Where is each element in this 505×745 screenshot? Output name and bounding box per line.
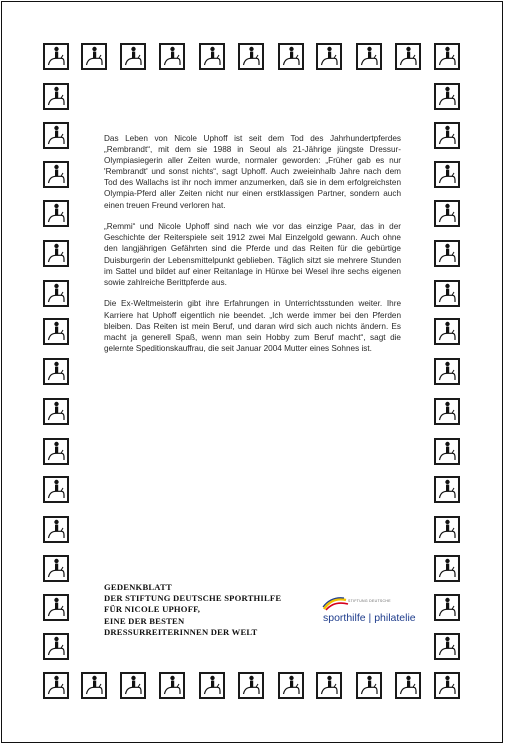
dressage-rider-icon <box>434 594 460 621</box>
dressage-rider-icon <box>43 280 69 307</box>
dressage-rider-icon <box>434 672 460 699</box>
dressage-rider-icon <box>199 43 225 70</box>
dressage-rider-icon <box>43 438 69 465</box>
title-line: EINE DER BESTEN <box>104 615 185 626</box>
logo-separator: | <box>368 612 372 624</box>
dressage-rider-icon <box>81 43 107 70</box>
dressage-rider-icon <box>43 672 69 699</box>
title-line: DER STIFTUNG DEUTSCHE SPORTHILFE <box>104 593 282 604</box>
dressage-rider-icon <box>43 122 69 149</box>
dressage-rider-icon <box>395 672 421 699</box>
logo-small-text: STIFTUNG DEUTSCHE <box>348 599 391 603</box>
dressage-rider-icon <box>434 83 460 110</box>
dressage-rider-icon <box>356 672 382 699</box>
dressage-rider-icon <box>81 672 107 699</box>
dressage-rider-icon <box>434 318 460 345</box>
dressage-rider-icon <box>43 594 69 621</box>
dressage-rider-icon <box>43 43 69 70</box>
dressage-rider-icon <box>434 516 460 543</box>
dressage-rider-icon <box>278 43 304 70</box>
dressage-rider-icon <box>316 43 342 70</box>
dressage-rider-icon <box>43 398 69 425</box>
dressage-rider-icon <box>434 633 460 660</box>
dressage-rider-icon <box>434 43 460 70</box>
dressage-rider-icon <box>43 476 69 503</box>
paragraph: „Remmi“ und Nicole Uphoff sind nach wie vor das einzige Paar, das in der Geschichte der Reiterspiele seit 1912 zwei Mal Einzelgold gewann. Auch ohne den langjährigen Gefährten sind die Pferde und das Reiten für die gebürtige Duisburgerin der Lebensmittelpunkt geblieben. Täglich sitzt sie mehrere Stunden im Sattel und bildet auf einer Reitanlage in Hünxe bei Wesel ihre sechs eigenen sowie zahlreiche Berittpferde aus. <box>104 222 401 287</box>
dressage-rider-icon <box>43 240 69 267</box>
title-line: GEDENKBLATT <box>104 582 172 592</box>
dressage-rider-icon <box>43 633 69 660</box>
dressage-rider-icon <box>120 672 146 699</box>
dressage-rider-icon <box>434 122 460 149</box>
paragraph: Die Ex-Weltmeisterin gibt ihre Erfahrungen in Unterrichtsstunden weiter. Ihre Karriere hat Uphoff eigentlich nie beendet. „Ich werde immer bei den Pferden bleiben. Das Reiten ist mein Beruf, und daran wird sich auch nichts ändern. Es macht ja generell Spaß, wenn man sein Hobby zum Beruf macht“, sagt die gelernte Speditionskauffrau, die seit Januar 2004 Mutter eines Sohnes ist. <box>104 299 401 353</box>
dressage-rider-icon <box>199 672 225 699</box>
dressage-rider-icon <box>159 672 185 699</box>
dressage-rider-icon <box>43 200 69 227</box>
dressage-rider-icon <box>434 476 460 503</box>
dressage-rider-icon <box>356 43 382 70</box>
dressage-rider-icon <box>159 43 185 70</box>
logo-wordmark <box>323 612 416 624</box>
dressage-rider-icon <box>434 398 460 425</box>
dressage-rider-icon <box>238 43 264 70</box>
dressage-rider-icon <box>120 43 146 70</box>
dressage-rider-icon <box>434 438 460 465</box>
dressage-rider-icon <box>43 358 69 385</box>
dressage-rider-icon <box>434 358 460 385</box>
sporthilfe-philatelie-logo <box>322 596 422 632</box>
commemorative-title <box>104 582 324 638</box>
dressage-rider-icon <box>434 280 460 307</box>
dressage-rider-icon <box>395 43 421 70</box>
dressage-rider-icon <box>434 555 460 582</box>
dressage-rider-icon <box>43 516 69 543</box>
logo-brand: sporthilfe <box>323 612 366 624</box>
dressage-rider-icon <box>434 240 460 267</box>
title-line: FÜR NICOLE UPHOFF, <box>104 604 201 615</box>
logo-sub: philatelie <box>374 612 416 624</box>
dressage-rider-icon <box>43 161 69 188</box>
dressage-rider-icon <box>43 318 69 345</box>
dressage-rider-icon <box>43 83 69 110</box>
dressage-rider-icon <box>434 200 460 227</box>
dressage-rider-icon <box>278 672 304 699</box>
paragraph: Das Leben von Nicole Uphoff ist seit dem Tod des Jahrhundertpferdes „Rembrandt“, mit dem sie 1988 in Seoul als 21-Jährige jüngste Dressur-Olympiasiegerin aller Zeiten wurde, normaler geworden: „Früher gab es nur 'Rembrandt' und sonst nichts“, sagt Uphoff. Auch zweieinhalb Jahre nach dem Tod des Wallachs ist ihr noch immer anzumerken, daß sie in dem erfolgreichsten Olympia-Pferd aller Zeiten nicht nur einen erstklassigen Partner, sondern auch einen treuen Freund verloren hat. <box>104 134 401 210</box>
dressage-rider-icon <box>43 555 69 582</box>
dressage-rider-icon <box>238 672 264 699</box>
dressage-rider-icon <box>316 672 342 699</box>
dressage-rider-icon <box>434 161 460 188</box>
title-line: DRESSURREITERINNEN DER WELT <box>104 626 258 637</box>
article-text <box>104 133 401 364</box>
